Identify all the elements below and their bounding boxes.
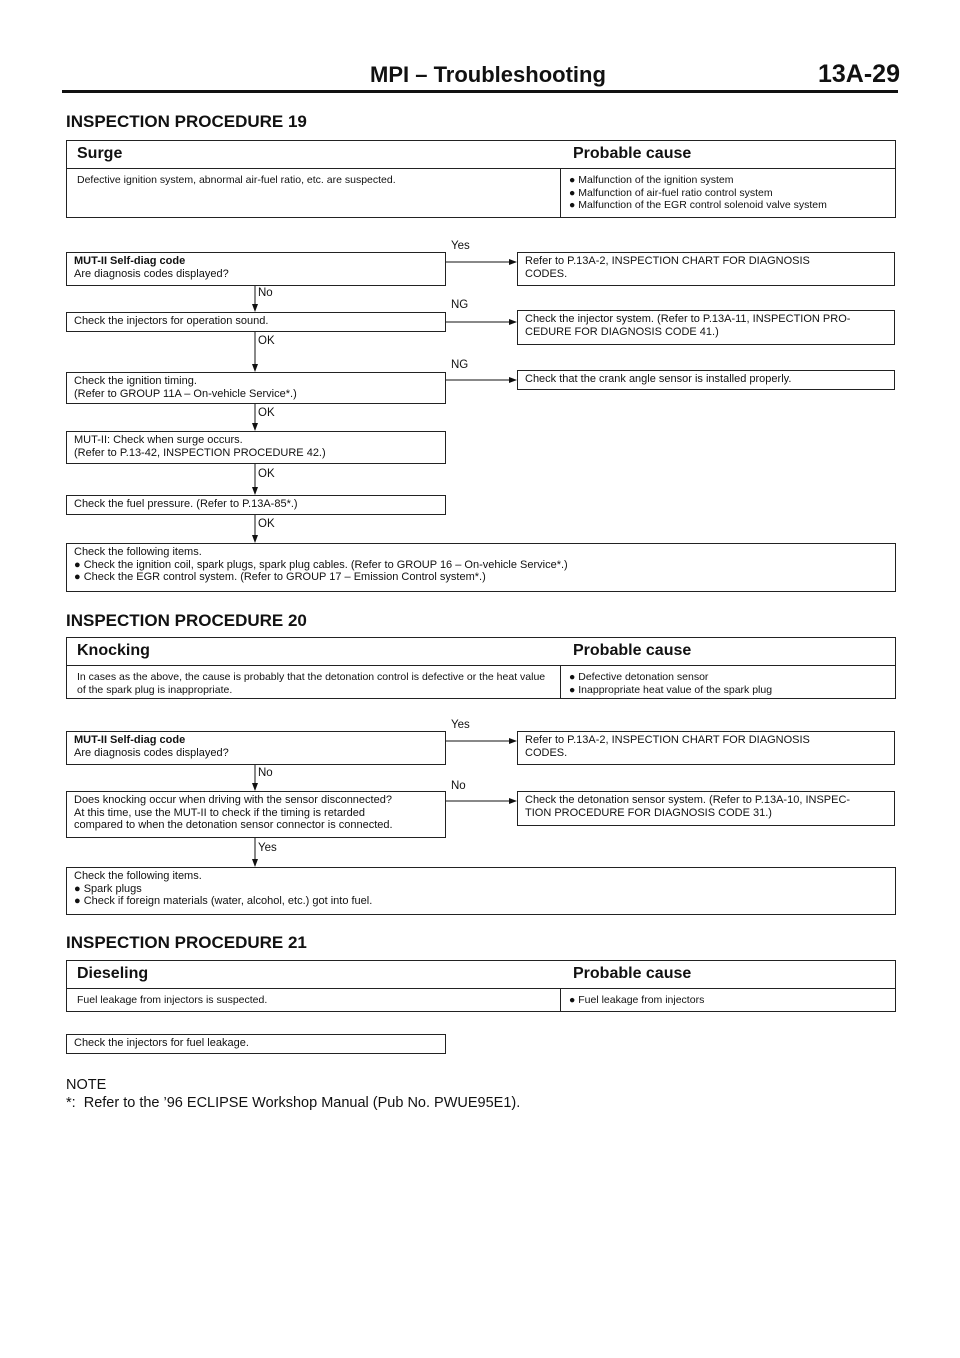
- step-line: Does knocking occur when driving with the sensor disconnected?: [74, 794, 392, 806]
- flow-label: Yes: [258, 842, 277, 854]
- step-line: Are diagnosis codes displayed?: [74, 746, 229, 759]
- symptom-description: Defective ignition system, abnormal air-fuel ratio, etc. are suspected.: [77, 174, 396, 186]
- flow-label: No: [258, 767, 273, 779]
- symptom-heading: Dieseling: [77, 965, 149, 982]
- page-number: 13A-29: [818, 60, 900, 88]
- branch-line: Check that the crank angle sensor is installed properly.: [525, 373, 792, 385]
- branch-label: No: [451, 780, 466, 792]
- probable-cause-item: ● Defective detonation sensor: [569, 671, 709, 683]
- probable-cause-item: ● Malfunction of air-fuel ratio control system: [569, 186, 773, 199]
- branch-line: Check the injector system. (Refer to P.13A-11, INSPECTION PRO-: [525, 313, 851, 325]
- probable-cause-item: ● Malfunction of the ignition system: [569, 174, 734, 186]
- symptom-description: In cases as the above, the cause is probably that the detonation control is defective or the heat value of the spark plug is inappropriate.: [77, 671, 546, 696]
- branch-line: CEDURE FOR DIAGNOSIS CODE 41.): [525, 325, 719, 338]
- step-line: MUT-II Self-diag code: [74, 734, 186, 746]
- step-line: Check the following items.: [74, 546, 202, 558]
- step-line: Check the injectors for fuel leakage.: [74, 1037, 249, 1049]
- step-line: compared to when the detonation sensor connector is connected.: [74, 819, 393, 831]
- branch-label: Yes: [451, 719, 470, 731]
- step-line: ● Check the EGR control system. (Refer to GROUP 17 – Emission Control system*.): [74, 571, 486, 583]
- page-header-title: MPI – Troubleshooting: [370, 62, 606, 87]
- probable-cause-heading: Probable cause: [573, 965, 692, 982]
- branch-label: Yes: [451, 240, 470, 252]
- branch-line: CODES.: [525, 267, 568, 280]
- flow-label: OK: [258, 407, 275, 419]
- symptom-heading: Surge: [77, 145, 123, 162]
- step-line: Check the ignition timing.: [74, 375, 197, 387]
- probable-cause-heading: Probable cause: [573, 642, 692, 659]
- note-text: *: Refer to the ’96 ECLIPSE Workshop Manual (Pub No. PWUE95E1).: [66, 1095, 521, 1111]
- flow-label: No: [258, 287, 273, 299]
- step-line: Check the fuel pressure. (Refer to P.13A-85*.): [74, 498, 298, 510]
- step-line: MUT-II: Check when surge occurs.: [74, 434, 243, 446]
- step-line: ● Check if foreign materials (water, alcohol, etc.) got into fuel.: [74, 895, 373, 907]
- branch-label: NG: [451, 299, 469, 311]
- step-line: Check the injectors for operation sound.: [74, 315, 269, 327]
- branch-line: Refer to P.13A-2, INSPECTION CHART FOR DIAGNOSIS: [525, 255, 810, 267]
- branch-line: CODES.: [525, 746, 568, 759]
- step-line: (Refer to P.13-42, INSPECTION PROCEDURE 42.): [74, 446, 326, 459]
- flow-label: OK: [258, 468, 275, 480]
- branch-line: Refer to P.13A-2, INSPECTION CHART FOR DIAGNOSIS: [525, 734, 810, 746]
- flow-label: OK: [258, 335, 275, 347]
- step-line: MUT-II Self-diag code: [74, 255, 186, 267]
- step-line: At this time, use the MUT-II to check if the timing is retarded: [74, 806, 366, 819]
- procedure-21-title: INSPECTION PROCEDURE 21: [66, 933, 307, 952]
- branch-line: Check the detonation sensor system. (Refer to P.13A-10, INSPEC-: [525, 794, 851, 806]
- step-line: Are diagnosis codes displayed?: [74, 267, 229, 280]
- probable-cause-item: ● Fuel leakage from injectors: [569, 994, 705, 1006]
- symptom-description: Fuel leakage from injectors is suspected.: [77, 994, 268, 1006]
- step-line: Check the following items.: [74, 870, 202, 882]
- procedure-20-title: INSPECTION PROCEDURE 20: [66, 611, 307, 630]
- flow-label: OK: [258, 518, 275, 530]
- branch-line: TION PROCEDURE FOR DIAGNOSIS CODE 31.): [525, 806, 772, 819]
- probable-cause-item: ● Inappropriate heat value of the spark plug: [569, 683, 773, 696]
- branch-label: NG: [451, 359, 469, 371]
- symptom-heading: Knocking: [77, 642, 150, 659]
- step-line: ● Spark plugs: [74, 882, 142, 895]
- step-line: ● Check the ignition coil, spark plugs, spark plug cables. (Refer to GROUP 16 – On-vehicle Service*.): [74, 558, 568, 571]
- procedure-19-title: INSPECTION PROCEDURE 19: [66, 112, 307, 131]
- probable-cause-heading: Probable cause: [573, 145, 692, 162]
- step-line: (Refer to GROUP 11A – On-vehicle Service*.): [74, 387, 297, 400]
- note-heading: NOTE: [66, 1077, 107, 1093]
- probable-cause-item: ● Malfunction of the EGR control solenoid valve system: [569, 199, 827, 211]
